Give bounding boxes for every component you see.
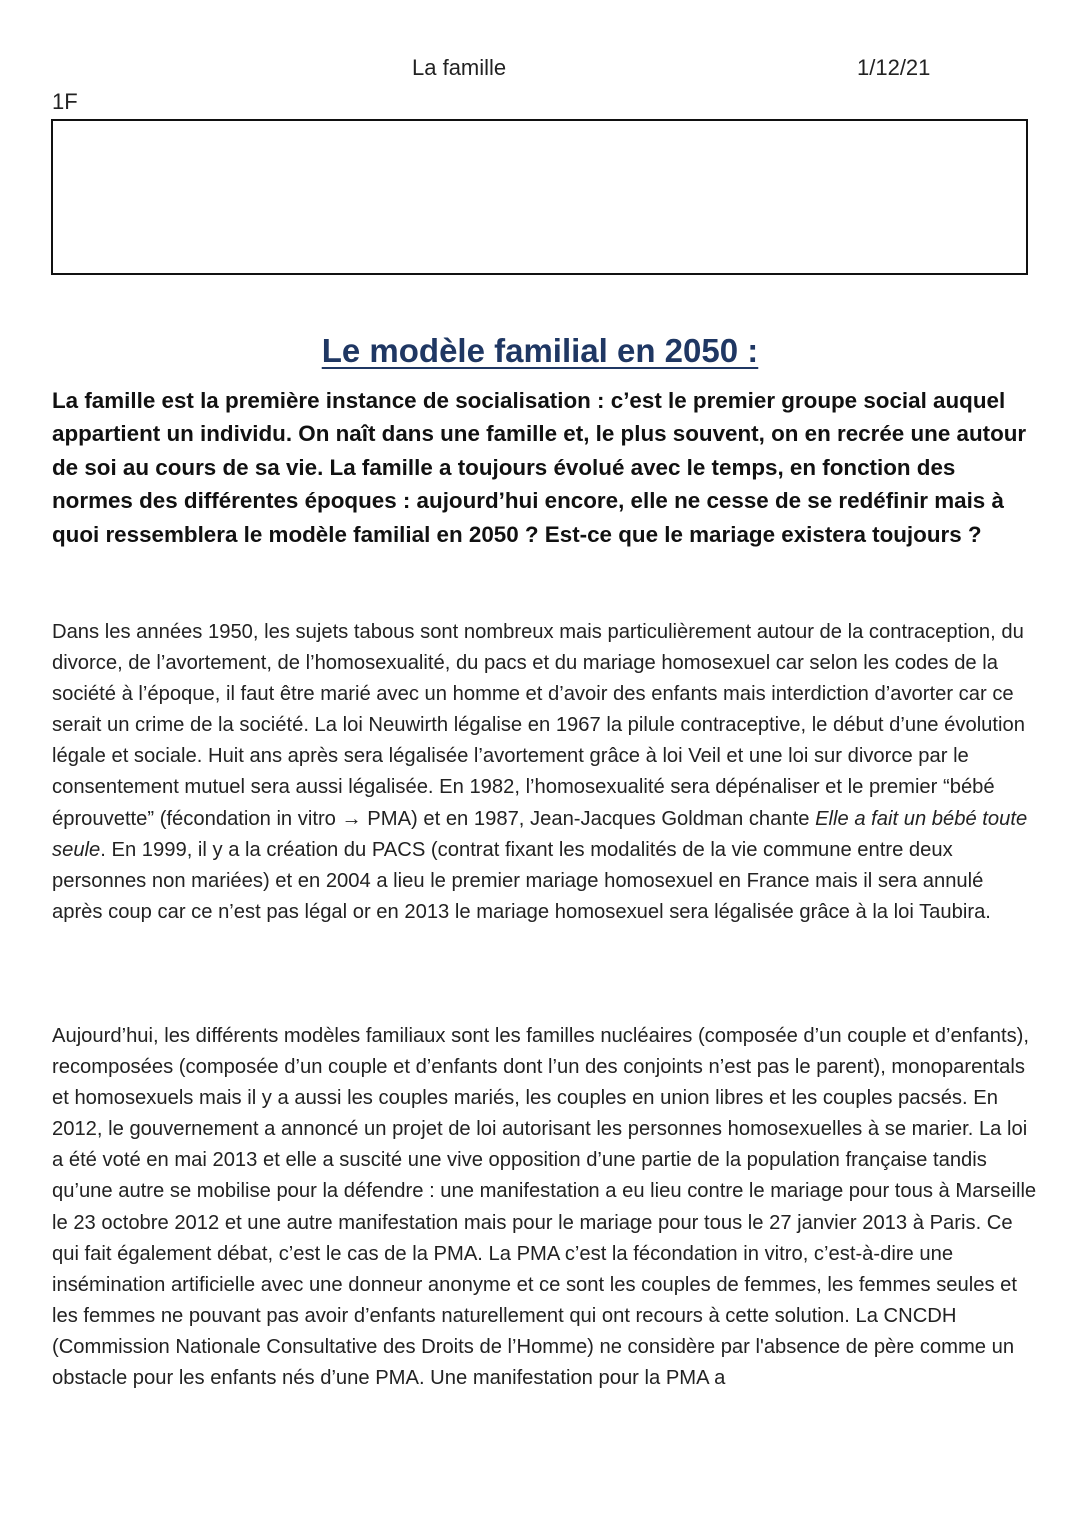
page-title: Le modèle familial en 2050 : [321,332,759,370]
body-paragraph-today: Aujourd’hui, les différents modèles familiaux sont les familles nucléaires (composée d’un couple et d’enfants), recomposées (composée d’un couple et d’enfants dont l’un des conjoints n’est pas le parent), monoparentals et homosexuels mais il y a aussi les couples mariés, les couples en union libres et les couples pacsés. En 2012, le gouvernement a annoncé un projet de loi autorisant les personnes homosexuelles à se marier. La loi a été voté en mai 2013 et elle a suscité une vive opposition d’une partie de la population française tandis qu’une autre se mobilise pour la défendre : une manifestation a eu lieu contre le mariage pour tous à Marseille le 23 octobre 2012 et une autre manifestation mais pour le mariage pour tous le 27 janvier 2013 à Paris. Ce qui fait également débat, c’est le cas de la PMA. La PMA c’est la fécondation in vitro, c’est-à-dire une insémination artificielle avec une donneur anonyme et ce sont les couples de femmes, les femmes seules et les femmes ne pouvant pas avoir d’enfants naturellement qui ont recours à cette solution. La CNCDH (Commission Nationale Consultative des Droits de l’Homme) ne considère par l'absence de père comme un obstacle pour les enfants nés d’une PMA. Une manifestation pour la PMA a [52,1025,1037,1390]
paragraph-text: . En 1999, il y a la création du PACS (contrat fixant les modalités de la vie commune entre deux personnes non mariées) et en 2004 a lieu le premier mariage homosexuel en France mais il sera annulé après coup car ce n’est pas légal or en 2013 le mariage homosexuel sera légalisée grâce à la loi Taubira. [52,838,991,923]
paragraph-text: Dans les années 1950, les sujets tabous sont nombreux mais particulièrement autour de la contraception, du divorce, de l’avortement, de l’homosexualité, du pacs et du mariage homosexuel car selon les codes de la société à l’époque, il faut être marié avec un homme et d’avoir des enfants mais interdiction d’avorter car ce serait un crime de la société. La loi Neuwirth légalise en 1967 la pilule contraceptive, le début d’une évolution légale et sociale. Huit ans après sera légalisée l’avortement grâce à loi Veil et une loi sur divorce par le consentement mutuel sera aussi légalisée. En 1982, l’homosexualité sera dépénaliser et le premier “bébé éprouvette” (fécondation in vitro → PMA) et en 1987, Jean-Jacques Goldman chante [52,621,1025,830]
class-label: 1F [52,89,78,114]
header-date: 1/12/21 [857,55,931,80]
intro-paragraph: La famille est la première instance de socialisation : c’est le premier groupe social auquel appartient un individu. On naît dans une famille et, le plus souvent, on en recrée une autour de soi au cours de sa vie. La famille a toujours évolué avec le temps, en fonction des normes des différentes époques : aujourd’hui encore, elle ne cesse de se redéfinir mais à quoi ressemblera le modèle familial en 2050 ? Est-ce que le mariage existera toujours ? [52,388,1027,547]
body-paragraph-history [52,617,1037,928]
song-title: Elle a fait un bébé toute seule [52,807,1028,861]
header-title: La famille [412,55,507,80]
answer-box [51,119,1028,275]
